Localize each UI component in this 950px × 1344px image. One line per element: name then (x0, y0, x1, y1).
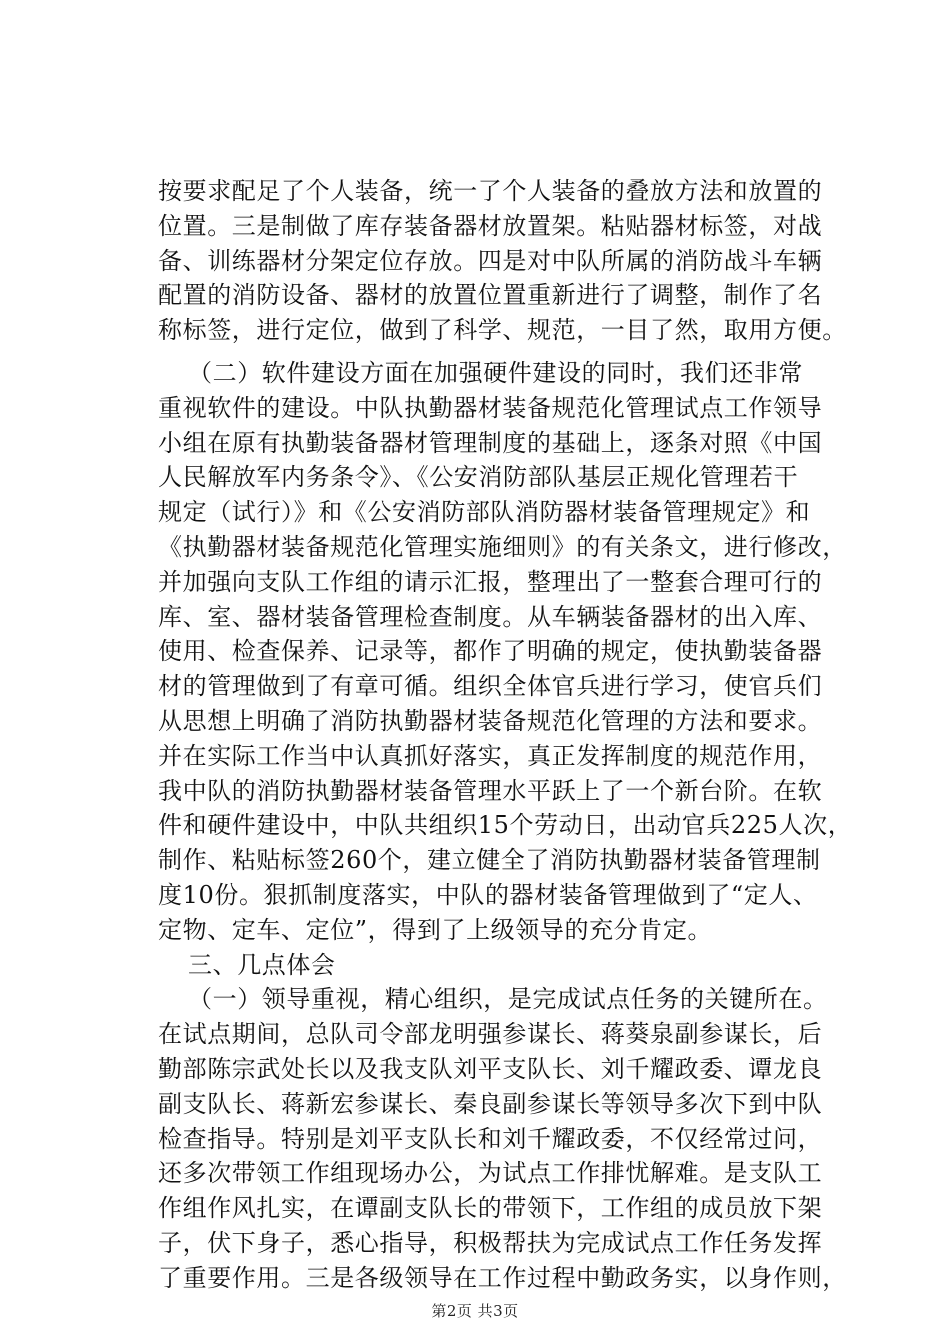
text-line: 还多次带领工作组现场办公，为试点工作排忧解难。是支队工 (158, 1159, 823, 1188)
text-line: 重视软件的建设。中队执勤器材装备规范化管理试点工作领导 (158, 393, 823, 422)
text-line: 材的管理做到了有章可循。组织全体官兵进行学习，使官兵们 (158, 672, 823, 701)
text-line: 《执勤器材装备规范化管理实施细则》的有关条文，进行修改， (158, 532, 847, 561)
text-line: 度10份。狠抓制度落实，中队的器材装备管理做到了“定人、 (158, 880, 818, 909)
text-line: 副支队长、蒋新宏参谋长、秦良副参谋长等领导多次下到中队 (158, 1089, 823, 1118)
text-line: （二）软件建设方面在加强硬件建设的同时，我们还非常 (188, 359, 803, 387)
text-line: 件和硬件建设中，中队共组织15个劳动日，出动官兵225人次， (158, 811, 853, 840)
text-line: 配置的消防设备、器材的放置位置重新进行了调整，制作了名 (158, 281, 823, 310)
text-line: 我中队的消防执勤器材装备管理水平跃上了一个新台阶。在软 (158, 776, 823, 805)
text-line: 子，伏下身子，悉心指导，积极帮扶为完成试点工作任务发挥 (158, 1228, 823, 1257)
text-line: 从思想上明确了消防执勤器材装备规范化管理的方法和要求。 (158, 706, 823, 735)
paragraph-hardware-tail (158, 174, 847, 348)
text-line: 小组在原有执勤装备器材管理制度的基础上，逐条对照《中国 (158, 428, 823, 457)
text-line: 按要求配足了个人装备，统一了个人装备的叠放方法和放置的 (158, 177, 823, 205)
text-line: 并加强向支队工作组的请示汇报，整理出了一整套合理可行的 (158, 567, 823, 596)
text-line: 在试点期间，总队司令部龙明强参谋长、蒋葵泉副参谋长，后 (158, 1020, 823, 1049)
text-line: 作组作风扎实，在谭副支队长的带领下，工作组的成员放下架 (158, 1194, 823, 1223)
text-line: 规定（试行）》和《公安消防部队消防器材装备管理规定》和 (158, 498, 811, 527)
text-line: 库、室、器材装备管理检查制度。从车辆装备器材的出入库、 (158, 602, 823, 631)
text-line: 检查指导。特别是刘平支队长和刘千耀政委，不仅经常过问， (158, 1124, 823, 1153)
page-number-footer: 第2页 共3页 (431, 1302, 519, 1320)
text-line: 定物、定车、定位”，得到了上级领导的充分肯定。 (158, 915, 713, 944)
text-line: 位置。三是制做了库存装备器材放置架。粘贴器材标签，对战 (158, 211, 823, 240)
text-line: 并在实际工作当中认真抓好落实，真正发挥制度的规范作用， (158, 741, 823, 770)
text-line: 备、训练器材分架定位存放。四是对中队所属的消防战斗车辆 (158, 246, 823, 275)
text-line: 人民解放军内务条令》、《公安消防部队基层正规化管理若干 (158, 463, 799, 492)
text-line: 勤部陈宗武处长以及我支队刘平支队长、刘千耀政委、谭龙良 (158, 1054, 823, 1083)
text-line: 称标签，进行定位，做到了科学、规范，一目了然，取用方便。 (158, 316, 847, 345)
text-line: 了重要作用。三是各级领导在工作过程中勤政务实，以身作则， (158, 1263, 847, 1292)
text-line: 制作、粘贴标签260个，建立健全了消防执勤器材装备管理制 (158, 846, 821, 875)
paragraph-software-construction (158, 356, 853, 1296)
text-line: （一）领导重视，精心组织，是完成试点任务的关键所在。 (188, 985, 828, 1014)
text-line: 使用、检查保养、记录等，都作了明确的规定，使执勤装备器 (158, 637, 823, 666)
section-heading: 三、几点体会 (188, 950, 336, 979)
